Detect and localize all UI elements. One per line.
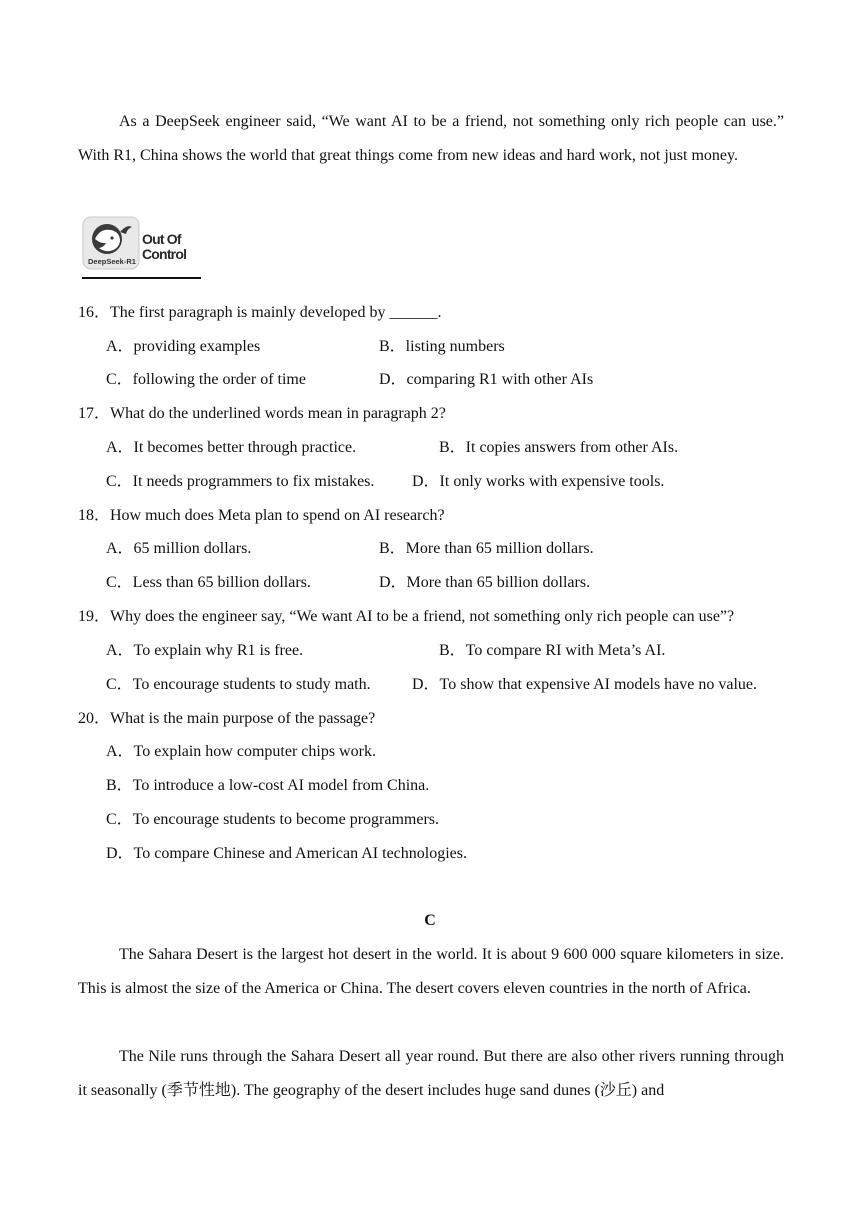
passage-paragraph: The Sahara Desert is the largest hot desert in the world. It is about 9 600 000 square kilometers in size. This is almost the size of the America or China. The desert covers eleven countries in the north of Africa. [78,946,784,997]
question-18-option-a: A．65 million dollars. [106,540,252,557]
passage-paragraph: As a DeepSeek engineer said, “We want AI to be a friend, not something only rich people can use.” With R1, China shows the world that great things come from new ideas and hard work, not just money. [78,113,784,164]
question-16-option-c: C．following the order of time [106,371,306,388]
question-19-option-c: C．To encourage students to study math. [106,676,371,693]
question-18-stem: 18．How much does Meta plan to spend on AI research? [78,507,445,524]
question-20-option-b: B．To introduce a low-cost AI model from China. [106,777,430,794]
question-16-option-b: B．listing numbers [379,338,505,355]
section-heading: C [424,912,436,929]
svg-text:Control: Control [142,246,187,262]
question-20-stem: 20．What is the main purpose of the passage? [78,710,376,727]
question-17-option-d: D．It only works with expensive tools. [412,473,665,490]
question-19-option-a: A．To explain why R1 is free. [106,642,304,659]
question-16-option-a: A．providing examples [106,338,261,355]
deepseek-r1-logo-image [82,214,202,280]
question-17-option-b: B．It copies answers from other AIs. [439,439,679,456]
question-18-option-c: C．Less than 65 billion dollars. [106,574,311,591]
question-16-stem: 16．The first paragraph is mainly developed by ______. [78,304,442,321]
question-20-option-c: C．To encourage students to become programmers. [106,811,440,828]
question-19-option-d: D．To show that expensive AI models have no value. [412,676,758,693]
question-19-stem: 19．Why does the engineer say, “We want AI to be a friend, not something only rich people can use”? [78,608,735,625]
deepseek-r1-logo [82,214,202,276]
question-18-option-b: B．More than 65 million dollars. [379,540,594,557]
logo-badge-text: DeepSeek-R1 [88,257,136,266]
svg-text:Out Of: Out Of [142,231,181,247]
question-18-option-d: D．More than 65 billion dollars. [379,574,591,591]
question-17-option-a: A．It becomes better through practice. [106,439,357,456]
passage-paragraph: The Nile runs through the Sahara Desert all year round. But there are also other rivers running through it seasonally (季节性地). The geography of the desert includes huge sand dunes (沙丘) and [78,1048,784,1099]
question-20-option-a: A．To explain how computer chips work. [106,743,376,760]
logo-underline [82,277,201,279]
question-16-option-d: D．comparing R1 with other AIs [379,371,594,388]
question-17-stem: 17．What do the underlined words mean in paragraph 2? [78,405,446,422]
question-20-option-d: D．To compare Chinese and American AI technologies. [106,845,468,862]
question-19-option-b: B．To compare RI with Meta’s AI. [439,642,666,659]
question-17-option-c: C．It needs programmers to fix mistakes. [106,473,375,490]
